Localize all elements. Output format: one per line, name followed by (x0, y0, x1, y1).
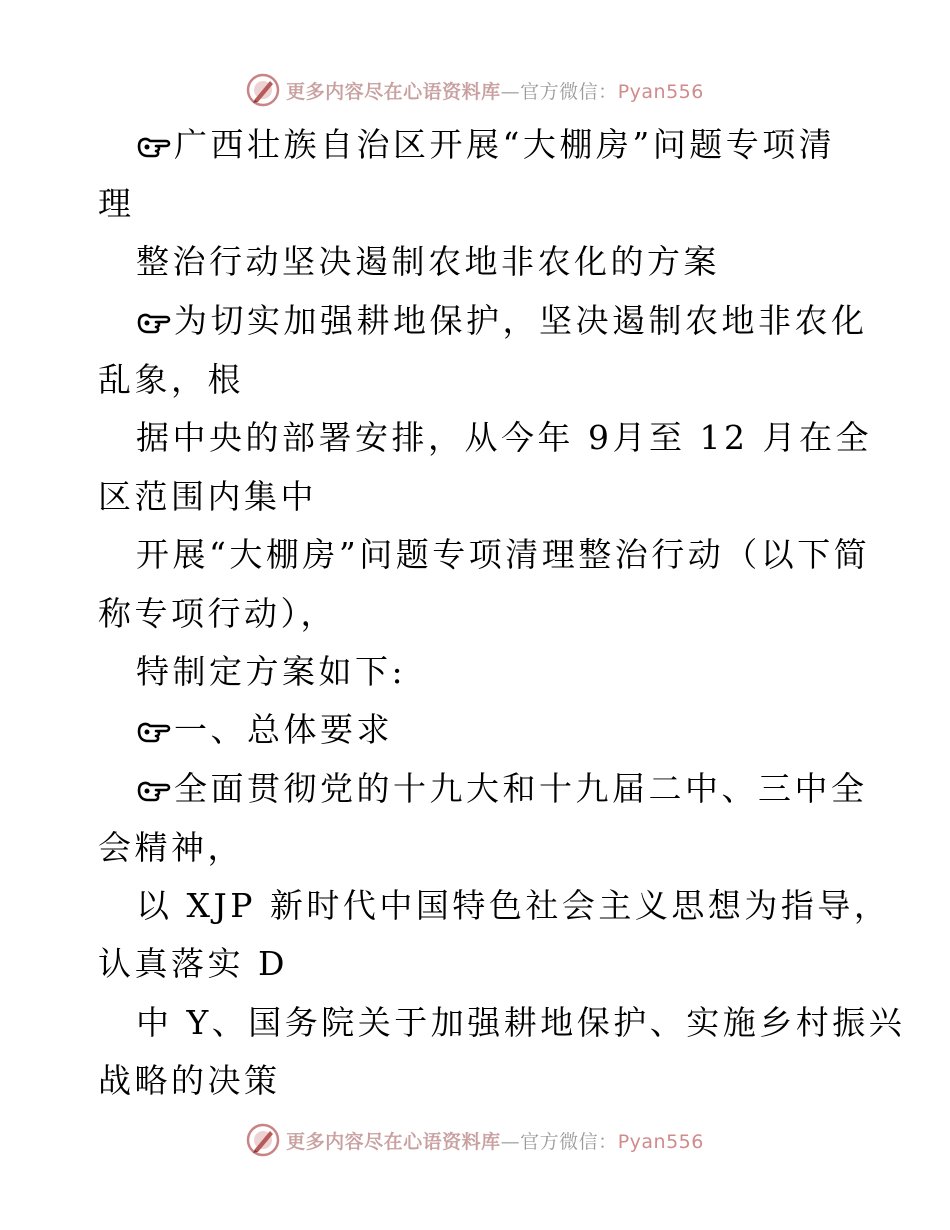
paragraph-line: 整治行动坚决遏制农地非农化的方案 (136, 242, 720, 281)
pen-logo-icon (246, 1123, 280, 1157)
hand-pointer-icon (136, 774, 174, 804)
paragraph-line: 开展“大棚房”问题专项清理整治行动（以下简 (136, 535, 871, 574)
paragraph-line: 认真落实 D (98, 944, 288, 983)
paragraph-line: 理 (98, 184, 135, 223)
section-heading: 一、总体要求 (136, 710, 393, 750)
paragraph-line: 据中央的部署安排，从今年 9月至 12 月在全 (136, 418, 872, 457)
paragraph-line: 为切实加强耕地保护，坚决遏制农地非农化 (136, 301, 868, 341)
hand-pointer-icon (136, 715, 174, 745)
paragraph-line: 特制定方案如下: (136, 652, 407, 691)
paragraph-line: 会精神， (98, 828, 244, 867)
paragraph-line: 乱象，根 (98, 360, 244, 399)
paragraph-line: 称专项行动）， (98, 594, 337, 633)
paragraph-line: 全面贯彻党的十九大和十九届二中、三中全 (136, 769, 868, 809)
footer-watermark (0, 1120, 950, 1160)
paragraph-line: 区范围内集中 (98, 477, 317, 516)
watermark-text: 更多内容尽在心语资料库—官方微信：Pyan556 (286, 80, 704, 103)
paragraph-line: 广西壮族自治区开展“大棚房”问题专项清 (136, 125, 835, 165)
watermark-text: 更多内容尽在心语资料库—官方微信：Pyan556 (286, 1130, 704, 1153)
paragraph-line: 战略的决策 (98, 1061, 281, 1100)
paragraph-line: 以 XJP 新时代中国特色社会主义思想为指导， (136, 886, 891, 925)
hand-pointer-icon (136, 130, 174, 160)
paragraph-line: 中 Y、国务院关于加强耕地保护、实施乡村振兴 (136, 1003, 906, 1042)
hand-pointer-icon (136, 306, 174, 336)
